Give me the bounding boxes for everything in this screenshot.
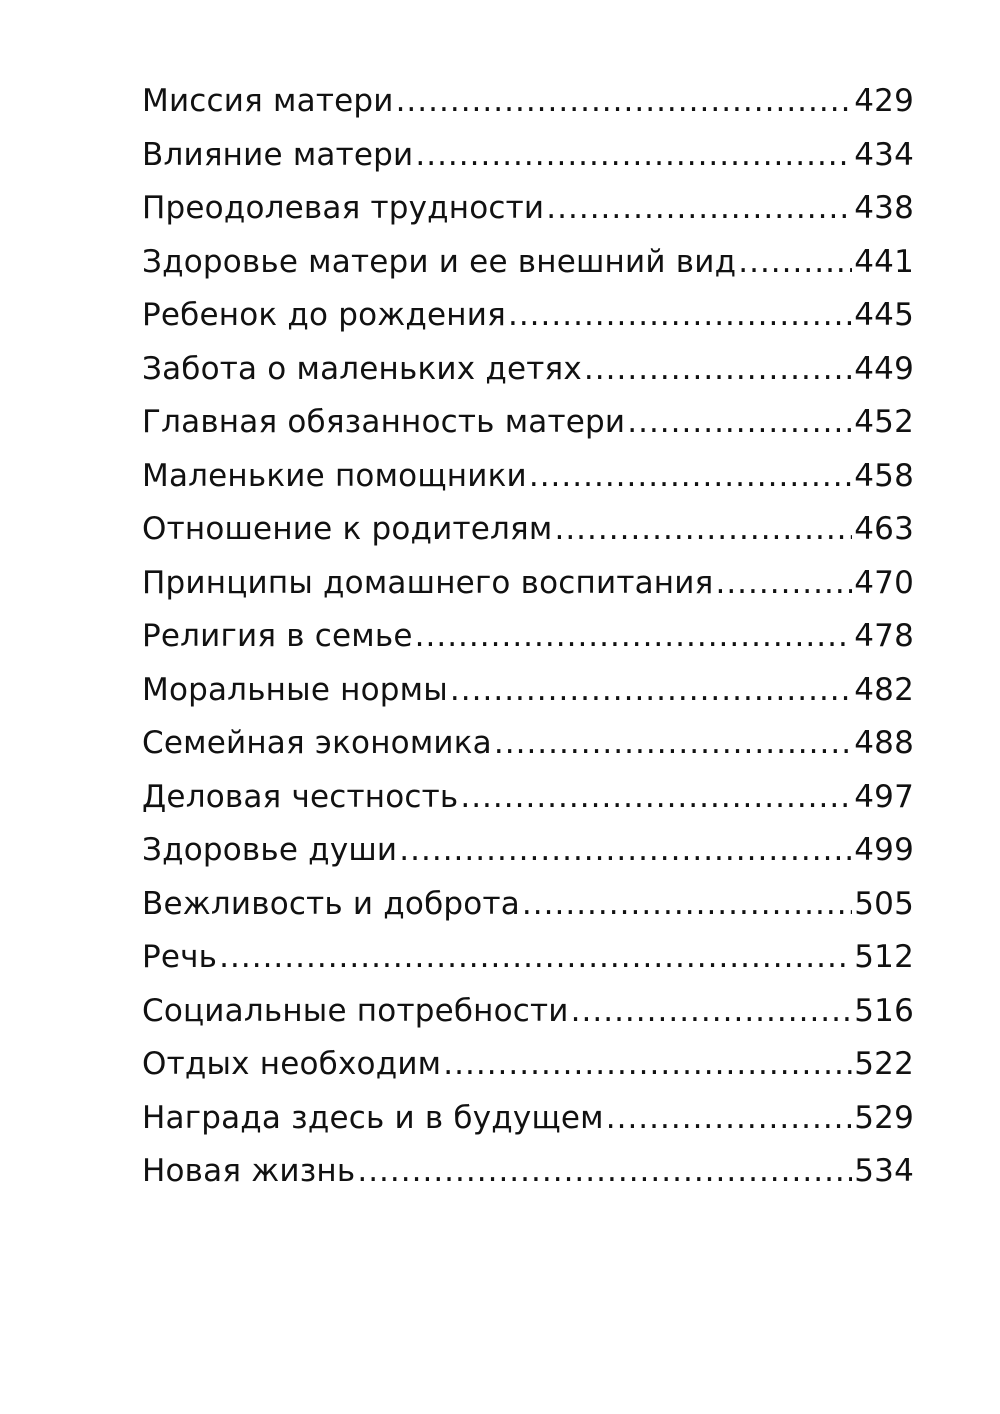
toc-entry-title: Здоровье матери и ее внешний вид [142, 243, 737, 280]
toc-dot-leader [546, 182, 852, 236]
toc-dot-leader [460, 771, 852, 825]
toc-dot-leader [522, 878, 852, 932]
toc-entry-title: Новая жизнь [142, 1153, 356, 1189]
toc-dot-leader [450, 664, 852, 718]
toc-dot-leader [415, 129, 852, 183]
toc-entry-title: Принципы домашнего воспитания [142, 564, 714, 601]
toc-entry[interactable] [142, 450, 914, 504]
toc-entry[interactable] [142, 1092, 914, 1146]
toc-entry-title: Маленькие помощники [142, 457, 527, 494]
toc-entry[interactable] [142, 610, 914, 664]
toc-entry[interactable] [142, 824, 914, 878]
toc-entry[interactable] [142, 236, 914, 290]
toc-dot-leader [399, 824, 852, 878]
toc-dot-leader [529, 450, 852, 504]
toc-entry-title: Религия в семье [142, 618, 413, 654]
toc-entry-page: 512 [854, 939, 914, 975]
toc-entry-page: 522 [854, 1046, 914, 1082]
toc-dot-leader [606, 1092, 852, 1146]
toc-entry-title: Здоровье души [142, 832, 398, 868]
toc-dot-leader [494, 717, 852, 771]
toc-entry-page: 429 [854, 83, 914, 119]
toc-entry[interactable] [142, 503, 914, 557]
toc-entry[interactable] [142, 1038, 914, 1092]
toc-entry[interactable] [142, 878, 914, 932]
toc-entry[interactable] [142, 75, 914, 129]
toc-entry-title: Социальные потребности [142, 992, 569, 1029]
toc-entry-page: 458 [854, 457, 914, 494]
toc-entry-title: Семейная экономика [142, 725, 492, 761]
table-of-contents [142, 75, 914, 1199]
toc-entry[interactable] [142, 771, 914, 825]
toc-dot-leader [415, 610, 853, 664]
toc-entry-page: 452 [854, 404, 914, 440]
toc-entry-title: Ребенок до рождения [142, 297, 506, 333]
toc-entry-title: Влияние матери [142, 136, 414, 173]
toc-entry-title: Отношение к родителям [142, 511, 553, 547]
toc-entry[interactable] [142, 557, 914, 611]
toc-entry-page: 438 [854, 190, 914, 226]
toc-entry-page: 482 [854, 671, 914, 708]
toc-entry[interactable] [142, 1145, 914, 1199]
toc-entry[interactable] [142, 717, 914, 771]
toc-entry[interactable] [142, 664, 914, 718]
toc-entry-title: Главная обязанность матери [142, 404, 626, 440]
toc-entry-page: 449 [854, 350, 914, 387]
toc-entry-title: Преодолевая трудности [142, 190, 545, 226]
toc-entry-page: 441 [854, 243, 914, 280]
toc-entry-page: 478 [854, 618, 914, 654]
toc-entry-title: Миссия матери [142, 83, 394, 119]
toc-dot-leader [219, 931, 852, 985]
toc-entry[interactable] [142, 343, 914, 397]
toc-entry-page: 534 [854, 1153, 914, 1189]
toc-dot-leader [443, 1038, 852, 1092]
toc-entry[interactable] [142, 129, 914, 183]
toc-entry-page: 445 [854, 297, 914, 333]
toc-dot-leader [584, 343, 852, 397]
toc-entry-page: 497 [854, 778, 914, 815]
toc-entry-title: Отдых необходим [142, 1046, 442, 1082]
toc-entry[interactable] [142, 289, 914, 343]
toc-entry-title: Речь [142, 939, 218, 975]
toc-dot-leader [738, 236, 852, 290]
toc-entry[interactable] [142, 396, 914, 450]
toc-entry-page: 488 [854, 725, 914, 761]
toc-entry-title: Вежливость и доброта [142, 885, 520, 922]
toc-entry-page: 434 [854, 136, 914, 173]
toc-dot-leader [571, 985, 853, 1039]
toc-entry-title: Награда здесь и в будущем [142, 1099, 604, 1136]
toc-entry[interactable] [142, 931, 914, 985]
toc-entry[interactable] [142, 182, 914, 236]
toc-entry-page: 470 [854, 564, 914, 601]
toc-dot-leader [357, 1145, 852, 1199]
toc-dot-leader [396, 75, 853, 129]
toc-entry-title: Деловая честность [142, 778, 459, 815]
toc-entry[interactable] [142, 985, 914, 1039]
toc-entry-page: 505 [854, 885, 914, 922]
toc-entry-title: Забота о маленьких детях [142, 350, 582, 387]
toc-entry-title: Моральные нормы [142, 671, 448, 708]
toc-entry-page: 516 [854, 992, 914, 1029]
toc-dot-leader [508, 289, 852, 343]
toc-dot-leader [554, 503, 852, 557]
toc-entry-page: 529 [854, 1099, 914, 1136]
toc-dot-leader [627, 396, 852, 450]
toc-entry-page: 499 [854, 832, 914, 868]
toc-entry-page: 463 [854, 511, 914, 547]
toc-dot-leader [715, 557, 852, 611]
